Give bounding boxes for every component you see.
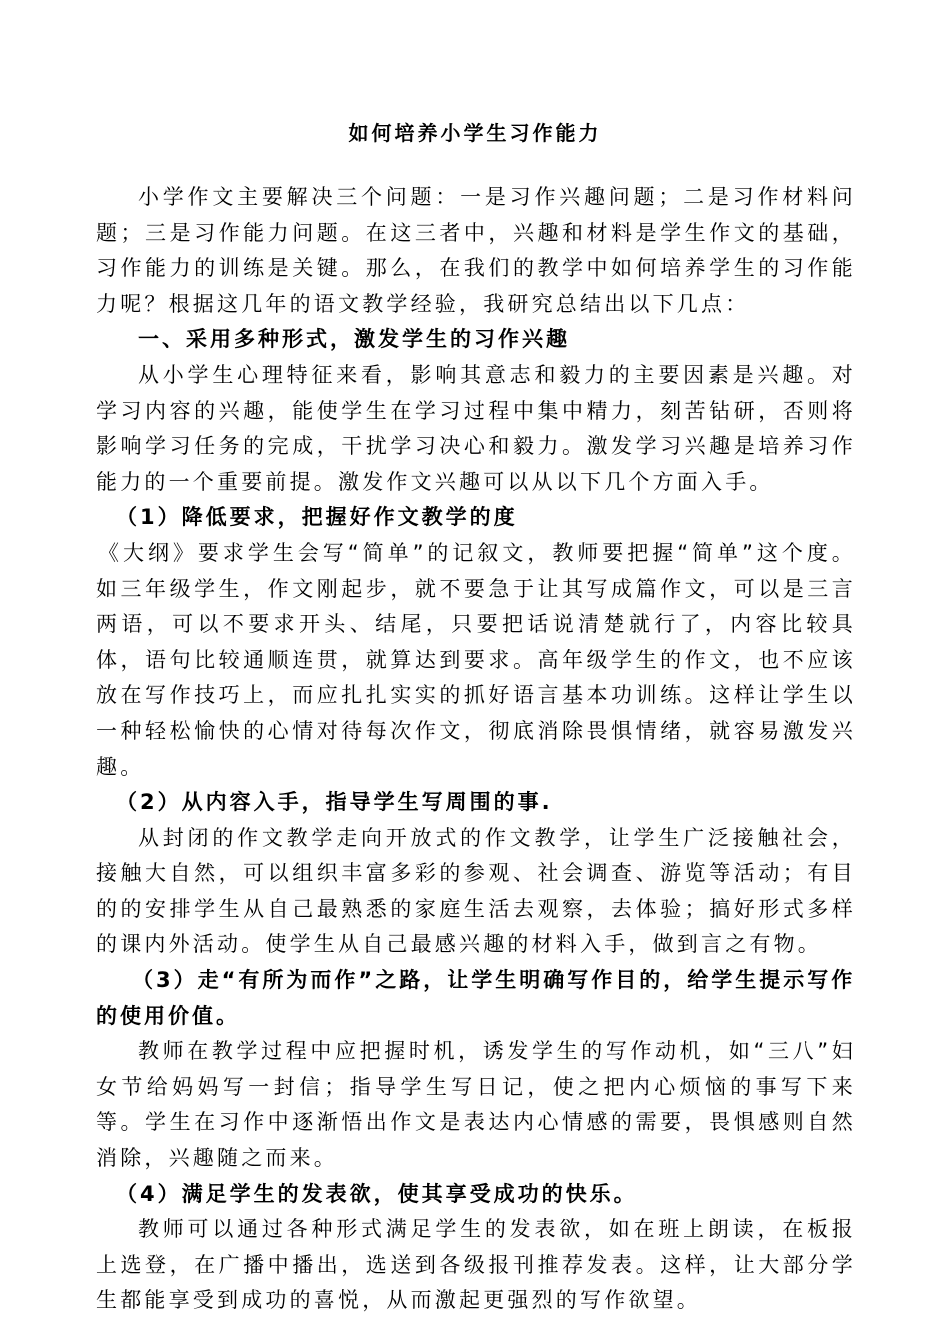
- subsection-heading: （2）从内容入手，指导学生写周围的事.: [116, 790, 553, 815]
- subsection-heading: （1）降低要求，把握好作文教学的度: [116, 505, 518, 530]
- subsection-paragraph: 教师在教学过程中应把握时机，诱发学生的写作动机，如“三八”妇女节给妈妈写一封信；指导学生写日记，使之把内心烦恼的事写下来等。学生在习作中逐渐悟出作文是表达内心情感的需要，畏惧感则自然消除，兴趣随之而来。: [96, 1039, 856, 1171]
- section-heading: 一、采用多种形式，激发学生的习作兴趣: [138, 327, 570, 352]
- intro-paragraph: 小学作文主要解决三个问题：一是习作兴趣问题；二是习作材料问题；三是习作能力问题。在这三者中，兴趣和材料是学生作文的基础，习作能力的训练是关键。那么，在我们的教学中如何培养学生的习作能力呢？根据这几年的语文教学经验，我研究总结出以下几点：: [96, 185, 856, 316]
- section-paragraph: 从小学生心理特征来看，影响其意志和毅力的主要因素是兴趣。对学习内容的兴趣，能使学生在学习过程中集中精力，刻苦钻研，否则将影响学习任务的完成，干扰学习决心和毅力。激发学习兴趣是培养习作能力的一个重要前提。激发作文兴趣可以从以下几个方面入手。: [96, 362, 856, 494]
- subsection-paragraph: 从封闭的作文教学走向开放式的作文教学，让学生广泛接触社会，接触大自然，可以组织丰富多彩的参观、社会调查、游览等活动；有目的的安排学生从自己最熟悉的家庭生活去观察，去体验；搞好形式多样的课内外活动。使学生从自己最感兴趣的材料入手，做到言之有物。: [96, 825, 856, 957]
- subsection-paragraph: 教师可以通过各种形式满足学生的发表欲，如在班上朗读，在板报上选登，在广播中播出，选送到各级报刊推荐发表。这样，让大部分学生都能享受到成功的喜悦，从而激起更强烈的写作欲望。: [96, 1217, 856, 1313]
- document-body: [96, 180, 856, 1319]
- subsection-heading: （3）走“有所为而作”之路，让学生明确写作目的，给学生提示写作的使用价值。: [96, 968, 856, 1028]
- subsection-heading: （4）满足学生的发表欲，使其享受成功的快乐。: [116, 1181, 638, 1206]
- document-title: 如何培养小学生习作能力: [348, 121, 602, 145]
- subsection-paragraph: 《大纲》要求学生会写“简单”的记叙文，教师要把握“简单”这个度。如三年级学生，作文刚起步，就不要急于让其写成篇作文，可以是三言两语，可以不要求开头、结尾，只要把话说清楚就行了，内容比较具体，语句比较通顺连贯，就算达到要求。高年级学生的作文，也不应该放在写作技巧上，而应扎扎实实的抓好语言基本功训练。这样让学生以一种轻松愉快的心情对待每次作文，彻底消除畏惧情绪，就容易激发兴趣。: [96, 540, 856, 779]
